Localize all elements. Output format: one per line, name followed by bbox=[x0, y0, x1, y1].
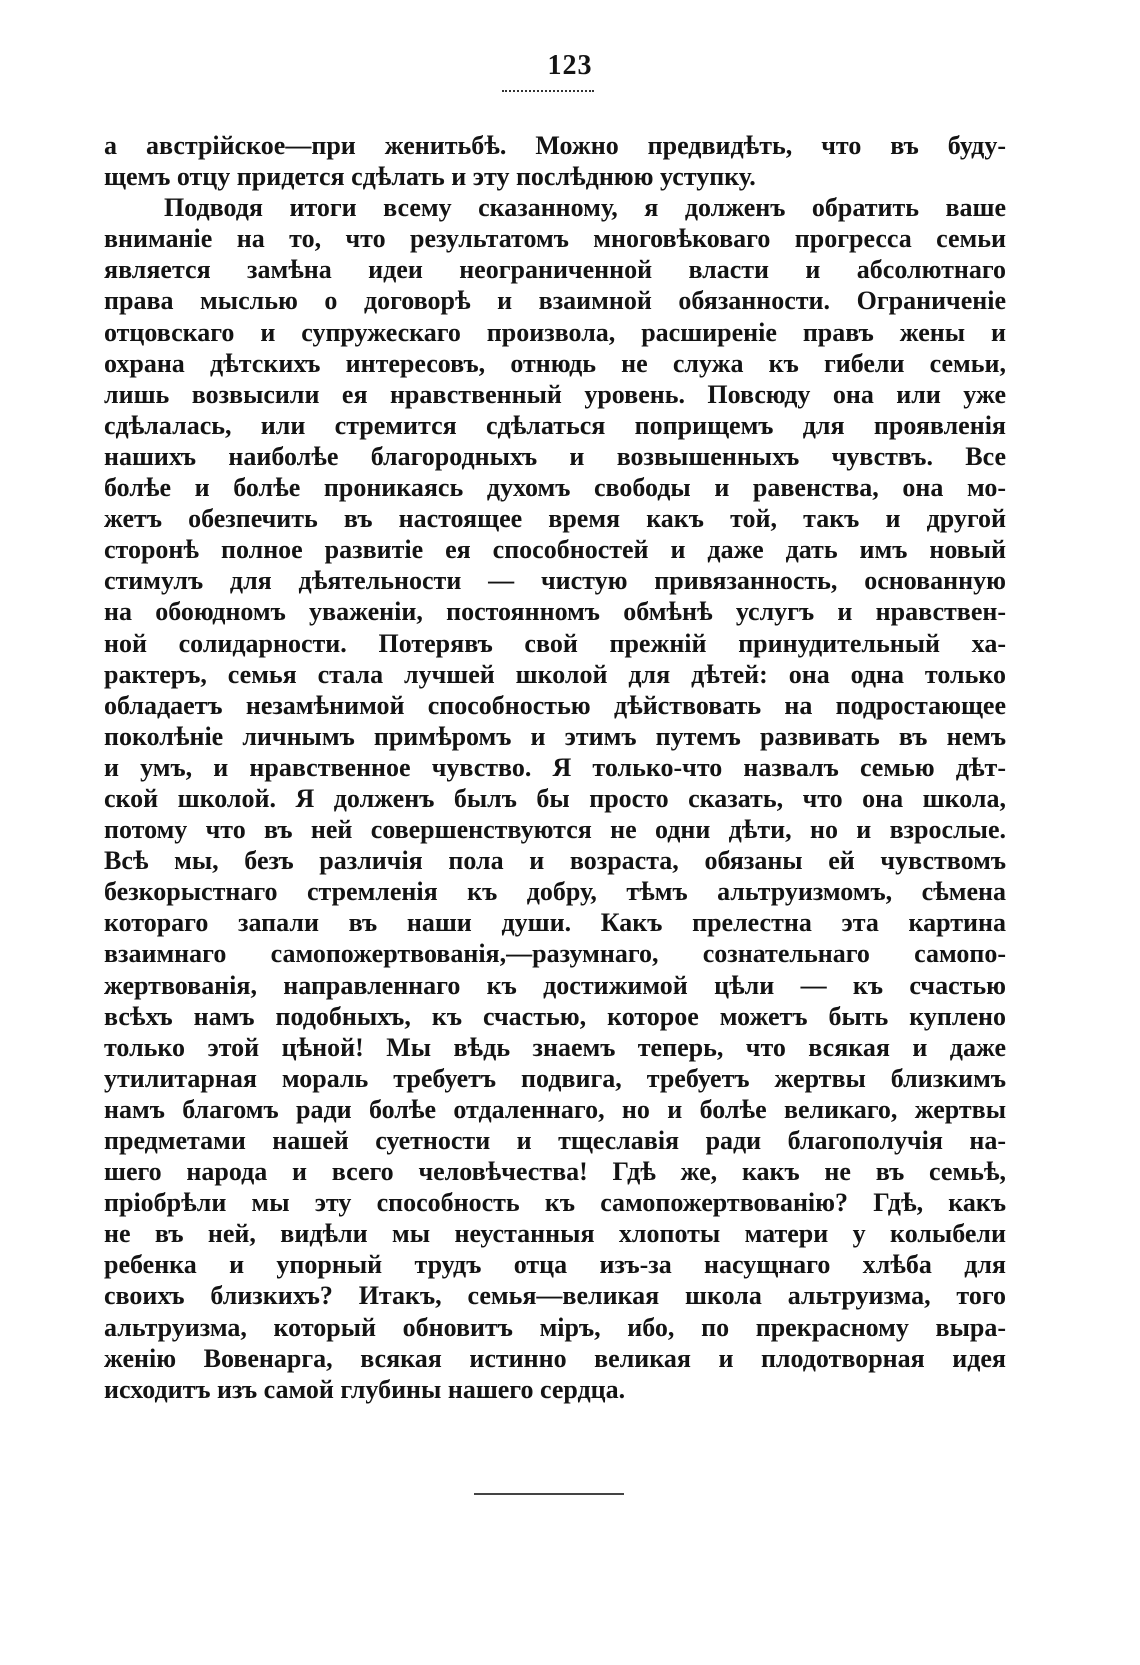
text-line: ребенка и упорный трудъ отца изъ-за насущнаго хлѣба для bbox=[104, 1250, 1006, 1280]
text-line: жертвованія, направленнаго къ достижимой цѣли — къ счастью bbox=[104, 970, 1006, 1000]
text-line: потому что въ ней совершенствуются не одни дѣти, но и взрослые. bbox=[104, 815, 1006, 845]
text-line: намъ благомъ ради болѣе отдаленнаго, но и болѣе великаго, жертвы bbox=[104, 1094, 1006, 1124]
text-line: на обоюдномъ уваженіи, постоянномъ обмѣнѣ услугъ и нравствен- bbox=[104, 597, 1006, 627]
text-line: лишь возвысили ея нравственный уровень. Повсюду она или уже bbox=[104, 379, 1006, 409]
page-number-underline bbox=[502, 90, 594, 92]
text-line: отцовскаго и супружескаго произвола, расширеніе правъ жены и bbox=[104, 317, 1006, 347]
text-line: права мыслью о договорѣ и взаимной обязанности. Ограниченіе bbox=[104, 286, 1006, 316]
text-line: взаимнаго самопожертвованія,—разумнаго, сознательнаго самопо- bbox=[104, 939, 1006, 969]
text-line: только этой цѣной! Мы вѣдь знаемъ теперь, что всякая и даже bbox=[104, 1032, 1006, 1062]
text-line: не въ ней, видѣли мы неустанныя хлопоты матери у колыбели bbox=[104, 1219, 1006, 1249]
text-line: сторонѣ полное развитіе ея способностей и даже дать имъ новый bbox=[104, 535, 1006, 565]
text-line: болѣе и болѣе проникаясь духомъ свободы и равенства, она мо- bbox=[104, 473, 1006, 503]
text-line: исходитъ изъ самой глубины нашего сердца. bbox=[104, 1374, 626, 1404]
text-line: предметами нашей суетности и тщеславія ради благополучія на- bbox=[104, 1126, 1006, 1155]
text-line: является замѣна идеи неограниченной власти и абсолютнаго bbox=[104, 255, 1006, 285]
text-line: ской школой. Я долженъ былъ бы просто сказать, что она школа, bbox=[104, 783, 1006, 813]
text-line: вниманіе на то, что результатомъ многовѣковаго прогресса семьи bbox=[104, 224, 1006, 254]
text-line: щемъ отцу придется сдѣлать и эту послѣднюю уступку. bbox=[104, 162, 756, 192]
text-line: пріобрѣли мы эту способность къ самопожертвованію? Гдѣ, какъ bbox=[104, 1188, 1006, 1218]
text-line: своихъ близкихъ? Итакъ, семья—великая школа альтруизма, того bbox=[104, 1281, 1006, 1311]
text-line: обладаетъ незамѣнимой способностью дѣйствовать на подростающее bbox=[104, 690, 1006, 720]
text-line: сдѣлалась, или стремится сдѣлаться поприщемъ для проявленія bbox=[104, 410, 1006, 440]
text-line: утилитарная мораль требуетъ подвига, требуетъ жертвы близкимъ bbox=[104, 1063, 1006, 1093]
page-number: 123 bbox=[547, 50, 593, 81]
text-line: жетъ обезпечить въ настоящее время какъ той, такъ и другой bbox=[104, 504, 1006, 534]
body-text bbox=[104, 130, 1006, 1405]
text-line: шего народа и всего человѣчества! Гдѣ же, какъ не въ семьѣ, bbox=[104, 1157, 1006, 1187]
text-line: всѣхъ намъ подобныхъ, къ счастью, которое можетъ быть куплено bbox=[104, 1001, 1006, 1031]
text-line: безкорыстнаго стремленія къ добру, тѣмъ альтруизмомъ, сѣмена bbox=[104, 877, 1006, 907]
text-line: стимулъ для дѣятельности — чистую привязанность, основанную bbox=[104, 566, 1006, 596]
text-line: ной солидарности. Потерявъ свой прежній принудительный ха- bbox=[104, 628, 1006, 658]
text-line: Всѣ мы, безъ различія пола и возраста, обязаны ей чувствомъ bbox=[104, 846, 1006, 876]
text-line: а австрійское—при женитьбѣ. Можно предвидѣть, что въ буду- bbox=[104, 131, 1006, 160]
text-line: женію Вовенарга, всякая истинно великая и плодотворная идея bbox=[104, 1343, 1006, 1373]
text-line: нашихъ наиболѣе благородныхъ и возвышенныхъ чувствъ. Все bbox=[104, 441, 1006, 471]
text-line: и умъ, и нравственное чувство. Я только-что назвалъ семью дѣт- bbox=[104, 752, 1006, 782]
text-line: поколѣніе личнымъ примѣромъ и этимъ путемъ развивать въ немъ bbox=[104, 721, 1006, 751]
text-line: рактеръ, семья стала лучшей школой для дѣтей: она одна только bbox=[104, 659, 1006, 689]
text-line: альтруизма, который обновитъ міръ, ибо, по прекрасному выра- bbox=[104, 1312, 1006, 1342]
text-line: котораго запали въ наши души. Какъ прелестна эта картина bbox=[104, 908, 1006, 938]
text-line: Подводя итоги всему сказанному, я долженъ обратить ваше bbox=[164, 193, 1006, 223]
end-divider bbox=[474, 1493, 624, 1495]
text-line: охрана дѣтскихъ интересовъ, отнюдь не служа къ гибели семьи, bbox=[104, 348, 1006, 378]
